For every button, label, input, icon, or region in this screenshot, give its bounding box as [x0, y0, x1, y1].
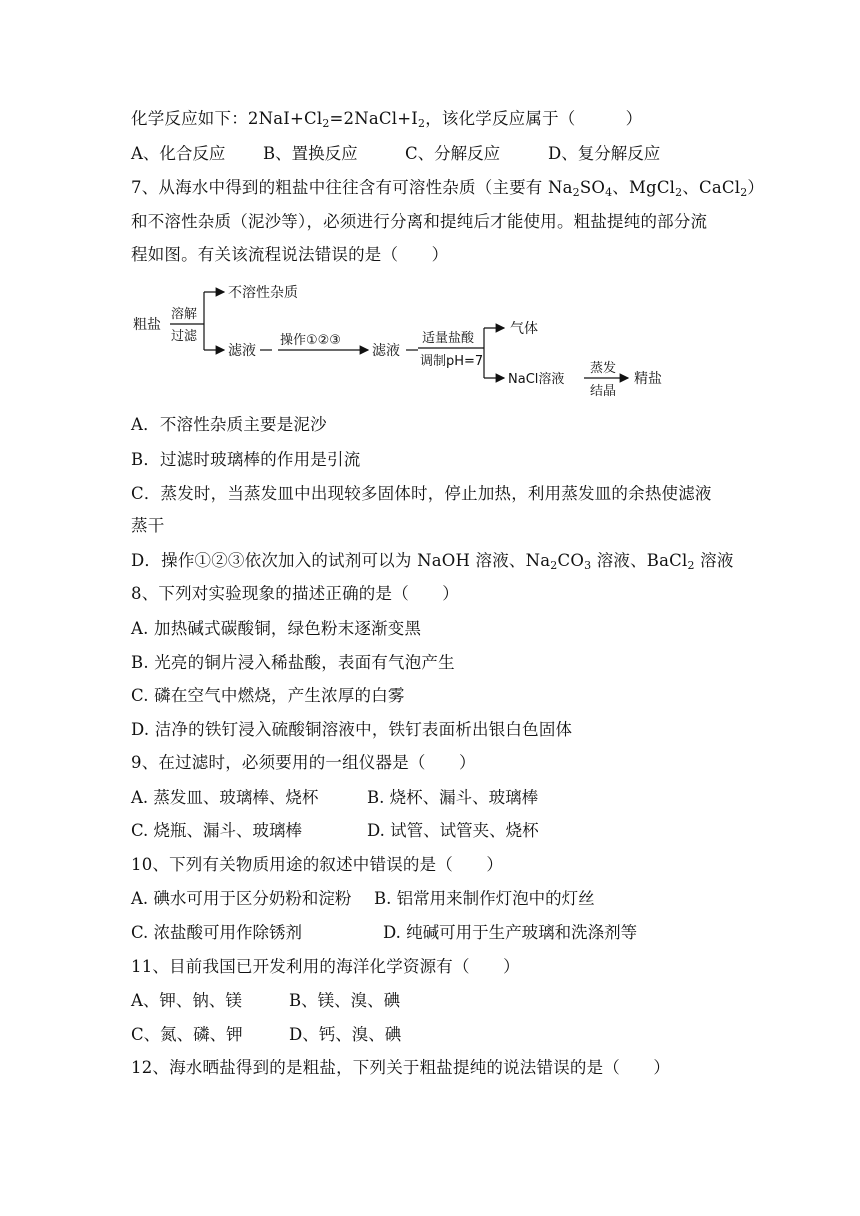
flow-operation: 操作①②③: [280, 333, 341, 348]
q7-option-c-line2: 蒸干: [131, 516, 165, 535]
q6-stem-suffix: ，该化学反应属于（ ）: [425, 109, 643, 128]
q9-option-a: A. 蒸发皿、玻璃棒、烧杯: [131, 788, 319, 807]
q11-option-a: A、钾、钠、镁: [131, 991, 242, 1010]
q10-option-c: C. 浓盐酸可用作除锈剂: [131, 923, 303, 942]
q7-d-sub2: 3: [584, 559, 592, 572]
flow-crystallize: 结晶: [590, 384, 617, 399]
flow-crude-salt: 粗盐: [133, 317, 161, 333]
q7-option-a: A．不溶性杂质主要是泥沙: [131, 415, 327, 434]
q7-option-c-line1: C．蒸发时，当蒸发皿中出现较多固体时，停止加热，利用蒸发皿的余热使滤液: [131, 484, 712, 503]
q8-stem: 8、下列对实验现象的描述正确的是（ ）: [131, 584, 459, 603]
q7-d-mid: CO: [557, 551, 585, 570]
flow-filter: 过滤: [171, 329, 198, 344]
flow-insoluble: 不溶性杂质: [228, 285, 298, 301]
q6-option-b: B、置换反应: [263, 144, 358, 163]
eq-sub-b: 2: [417, 117, 426, 130]
q10-option-b: B. 铝常用来制作灯泡中的灯丝: [374, 889, 595, 908]
flow-dissolve: 溶解: [171, 307, 198, 322]
flow-nacl: NaCl溶液: [508, 372, 565, 387]
flow-filtrate-2: 滤液: [372, 343, 400, 359]
q7-so4: SO: [579, 178, 606, 197]
q6-equation: [248, 109, 425, 128]
q11-option-d: D、钙、溴、碘: [289, 1025, 402, 1044]
q8-option-d: D. 洁净的铁钉浸入硫酸铜溶液中，铁钉表面析出银白色固体: [131, 720, 573, 739]
q7-d-sub3: 2: [687, 559, 695, 572]
q7-option-d: [131, 550, 734, 572]
q8-option-a: A. 加热碱式碳酸铜，绿色粉末逐渐变黑: [131, 619, 422, 638]
q6-option-a: A、化合反应: [131, 144, 226, 163]
q10-option-d: D. 纯碱可用于生产玻璃和洗涤剂等: [383, 923, 638, 942]
flow-evaporate: 蒸发: [590, 361, 617, 376]
q9-option-b: B. 烧杯、漏斗、玻璃棒: [367, 788, 539, 807]
q7-d-pre: D．操作①②③依次加入的试剂可以为 NaOH 溶液、Na: [131, 551, 551, 570]
q7-sub-mg: 2: [675, 186, 683, 199]
q7-l1-pre: 7、从海水中得到的粗盐中往往含有可溶性杂质（主要有 Na: [131, 178, 573, 197]
q8-option-b: B. 光亮的铜片浸入稀盐酸，表面有气泡产生: [131, 653, 455, 672]
q11-option-c: C、氮、磷、钾: [131, 1025, 243, 1044]
q9-option-c: C. 烧瓶、漏斗、玻璃棒: [131, 821, 303, 840]
q6-option-d: D、复分解反应: [548, 144, 661, 163]
q7-l1-end: ）: [747, 178, 765, 197]
flow-ph: 调制pH=7: [420, 354, 484, 369]
q7-stem-line1: [131, 177, 764, 199]
flow-acid: 适量盐酸: [422, 331, 475, 346]
q8-option-c: C. 磷在空气中燃烧，产生浓厚的白雾: [131, 686, 405, 705]
q7-ca: 、CaCl: [682, 178, 741, 197]
eq-part-b: =2NaCl+I: [329, 109, 418, 128]
q6-stem-prefix: 化学反应如下：: [131, 109, 248, 128]
q7-d-mid2: 溶液、BaCl: [591, 551, 688, 570]
q7-option-b: B．过滤时玻璃棒的作用是引流: [131, 450, 361, 469]
flow-refined-salt: 精盐: [634, 371, 662, 387]
q7-sub-so4: 4: [605, 186, 613, 199]
q7-d-sub1: 2: [550, 559, 558, 572]
q7-d-end: 溶液: [694, 551, 734, 570]
q9-stem: 9、在过滤时，必须要用的一组仪器是（ ）: [131, 753, 476, 772]
q6-stem: [131, 108, 642, 130]
q7-mg: 、MgCl: [612, 178, 676, 197]
q11-stem: 11、目前我国已开发利用的海洋化学资源有（ ）: [131, 957, 520, 976]
q10-stem: 10、下列有关物质用途的叙述中错误的是（ ）: [131, 855, 504, 874]
q7-stem-line2: 和不溶性杂质（泥沙等），必须进行分离和提纯后才能使用。粗盐提纯的部分流: [131, 212, 708, 231]
q6-option-c: C、分解反应: [405, 144, 501, 163]
eq-part-a: 2NaI+Cl: [247, 109, 323, 128]
q7-stem-line3: 程如图。有关该流程说法错误的是（ ）: [131, 245, 449, 264]
q9-option-d: D. 试管、试管夹、烧杯: [367, 821, 539, 840]
q7-sub-na: 2: [572, 186, 580, 199]
flow-gas: 气体: [510, 321, 538, 337]
flow-filtrate-1: 滤液: [228, 343, 256, 359]
q7-sub-ca: 2: [740, 186, 748, 199]
eq-sub-a: 2: [322, 117, 330, 130]
q12-stem: 12、海水晒盐得到的是粗盐，下列关于粗盐提纯的说法错误的是（ ）: [131, 1058, 671, 1077]
q11-option-b: B、镁、溴、碘: [289, 991, 401, 1010]
q10-option-a: A. 碘水可用于区分奶粉和淀粉: [131, 889, 352, 908]
salt-purification-flowchart: [128, 280, 688, 400]
